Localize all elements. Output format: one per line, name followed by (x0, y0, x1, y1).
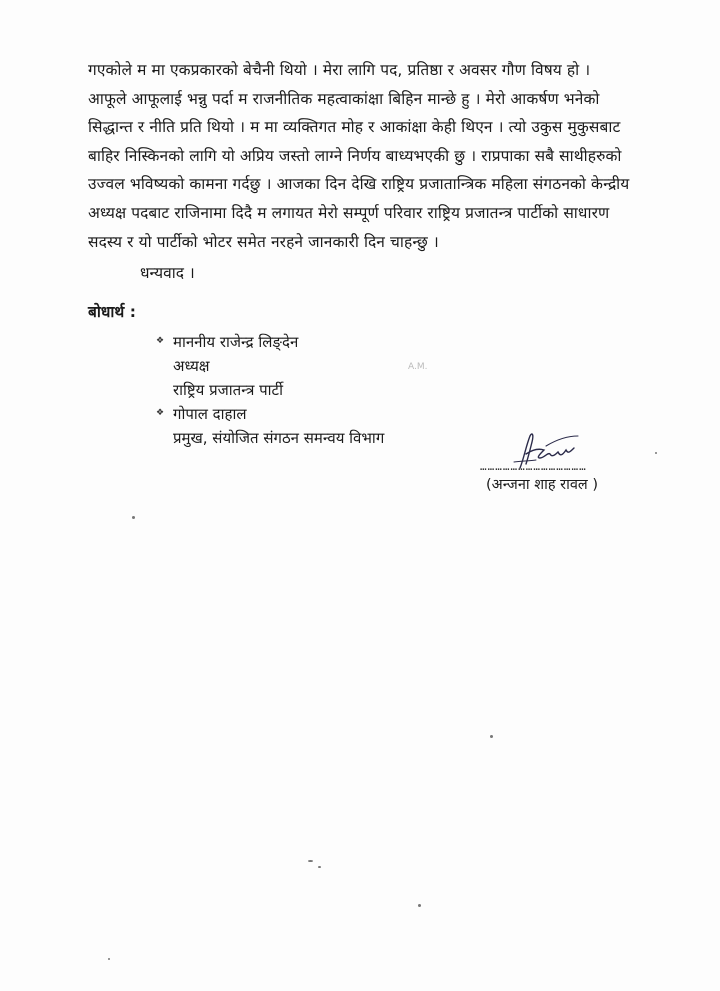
signature-line: …………………………………… (480, 460, 587, 473)
cc-label: बोधार्थ : (88, 303, 136, 321)
cc-recipient-title: अध्यक्ष (173, 357, 210, 375)
body-line: गएकोले म मा एकप्रकारको बेचैनी थियो । मेरा लागि पद, प्रतिष्ठा र अवसर गौण विषय हो । (88, 61, 591, 79)
cc-recipient-name: गोपाल दाहाल (173, 405, 247, 423)
closing-thanks: धन्यवाद । (140, 264, 195, 282)
scan-speck (132, 516, 135, 519)
cc-recipient-item (156, 402, 384, 450)
scan-speck (318, 866, 321, 868)
cc-recipient-organization: राष्ट्रिय प्रजातन्त्र पार्टी (173, 381, 284, 399)
cc-recipient-item (156, 330, 384, 402)
cc-recipient-name: माननीय राजेन्द्र लिङ्देन (173, 333, 299, 351)
faint-stamp-mark: A.M. (408, 362, 428, 372)
signer-name: (अन्जना शाह रावल ) (486, 477, 598, 493)
letter-body-paragraph (88, 56, 678, 256)
cc-recipient-title: प्रमुख, संयोजित संगठन समन्वय विभाग (173, 429, 385, 447)
body-line: अध्यक्ष पदबाट राजिनामा दिदै म लगायत मेरो सम्पूर्ण परिवार राष्ट्रिय प्रजातन्त्र पार्टीको साधारण (88, 203, 610, 222)
scan-speck (108, 958, 110, 960)
scan-speck (308, 860, 313, 862)
body-line: सदस्य र यो पार्टीको भोटर समेत नरहने जानकारी दिन चाहन्छु । (88, 232, 439, 251)
signature-block (478, 428, 638, 498)
body-line: उज्वल भविष्यको कामना गर्दछु । आजका दिन देखि राष्ट्रिय प्रजातान्त्रिक महिला संगठनको केन्द्रीय (88, 175, 630, 194)
diamond-bullet-icon: ❖ (156, 336, 165, 346)
scan-speck (418, 904, 421, 907)
cc-recipient-list (156, 330, 384, 450)
body-line: आफूले आफूलाई भन्नु पर्दा म राजनीतिक महत्वाकांक्षा बिहिन मान्छे हु । मेरो आकर्षण भनेको (88, 89, 600, 108)
body-line: सिद्धान्त र नीति प्रति थियो । म मा व्यक्तिगत मोह र आकांक्षा केही थिएन । त्यो उकुस मुकुसबाट (88, 118, 621, 137)
scan-speck (655, 452, 657, 454)
scan-speck (490, 735, 493, 738)
body-line: बाहिर निस्किनको लागि यो अप्रिय जस्तो लाग्ने निर्णय बाध्यभएकी छु । राप्रपाका सबै साथीहरुको (88, 146, 622, 165)
diamond-bullet-icon: ❖ (156, 408, 165, 418)
